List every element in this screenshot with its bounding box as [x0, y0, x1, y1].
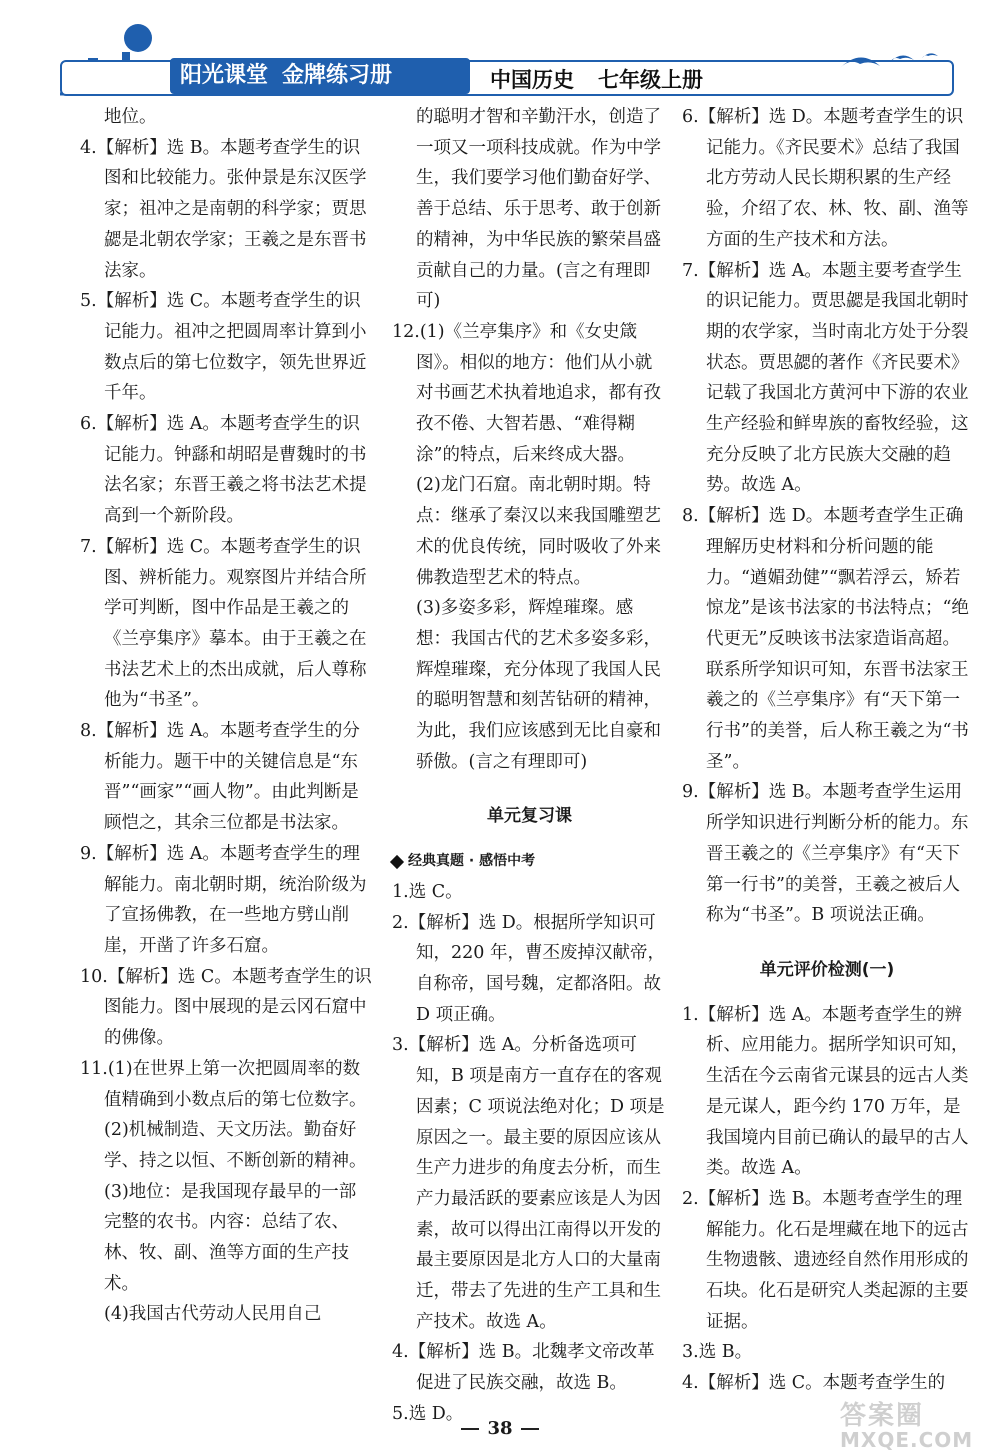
- answer-paragraph: 9.【解析】选 A。本题考查学生的理解能力。南北朝时期，统治阶级为了宣扬佛教，在一些地方劈山削崖，开凿了许多石窟。: [80, 843, 367, 956]
- dash-icon: [521, 1428, 539, 1430]
- answer-paragraph: 2.【解析】选 D。根据所学知识可知，220 年，曹丕废掉汉献帝，自称帝，国号魏，定都洛阳。故 D 项正确。: [392, 912, 665, 1025]
- answer-paragraph: 6.【解析】选 A。本题考查学生的识记能力。钟繇和胡昭是曹魏时的书法名家；东晋王羲之将书法艺术提高到一个新阶段。: [80, 414, 367, 527]
- subject-name: 中国历史: [490, 68, 574, 92]
- watermark-logo: [840, 1395, 990, 1451]
- section-heading: 单元复习课: [487, 806, 572, 827]
- answer-paragraph: 5.【解析】选 C。本题考查学生的识记能力。祖冲之把圆周率计算到小数点后的第七位数字，领先世界近千年。: [80, 291, 367, 404]
- answer-paragraph: 1.选 C。: [392, 881, 463, 902]
- answer-paragraph: 地位。: [104, 107, 157, 127]
- answer-paragraph: 10.【解析】选 C。本题考查学生的识图能力。图中展现的是云冈石窟中的佛像。: [80, 966, 372, 1049]
- brand-series: 阳光课堂: [180, 63, 269, 88]
- answer-paragraph: 8.【解析】选 A。本题考查学生的分析能力。题干中的关键信息是“东晋”“画家”“画人物”。由此判断是顾恺之，其余三位都是书法家。: [80, 721, 360, 834]
- section-heading: 单元评价检测(一): [759, 959, 895, 980]
- answer-paragraph: (4)我国古代劳动人民用自己: [104, 1304, 322, 1325]
- answer-paragraph: 4.【解析】选 B。本题考查学生的识图和比较能力。张仲景是东汉医学家；祖冲之是南朝的科学家；贾思勰是北朝农学家；王羲之是东晋书法家。: [80, 137, 367, 281]
- brand-book: 金牌练习册: [282, 63, 393, 88]
- answer-paragraph: 3.【解析】选 A。分析备选项可知，B 项是南方一直存在的客观因素；C 项说法绝对化；D 项是原因之一。最主要的原因应该从生产力进步的角度去分析，而生产力最活跃的要素应该是人为因素，故可以得出江南得以开发的最主要原因是北方人口的大量南迁，带去了先进的生产工具和生产技术。故选 A。: [392, 1035, 665, 1332]
- brand-title: [170, 58, 470, 94]
- answer-paragraph: (3)地位：是我国现存最早的一部完整的农书。内容：总结了农、林、牧、副、渔等方面的生产技术。: [104, 1181, 357, 1294]
- answer-paragraph: (2)机械制造、天文历法。勤奋好学、持之以恒、不断创新的精神。: [104, 1120, 367, 1171]
- section-subheading: [392, 846, 667, 877]
- answer-paragraph: 7.【解析】选 C。本题考查学生的识图、辨析能力。观察图片并结合所学可判断，图中作品是王羲之的《兰亭集序》摹本。由于王羲之在书法艺术上的杰出成就，后人尊称他为“书圣”。: [80, 536, 367, 711]
- dash-icon: [461, 1428, 479, 1430]
- answer-paragraph: 3.选 B。: [682, 1342, 753, 1363]
- page-number-text: 38: [487, 1418, 513, 1439]
- answer-paragraph: 6.【解析】选 D。本题考查学生的识记能力。《齐民要术》总结了我国北方劳动人民长期积累的生产经验，介绍了农、林、牧、副、渔等方面的生产技术和方法。: [682, 107, 969, 250]
- answer-paragraph: (3)多姿多彩，辉煌璀璨。感想：我国古代的艺术多姿多彩，辉煌璀璨，充分体现了我国人民的聪明智慧和刻苦钻研的精神，为此，我们应该感到无比自豪和骄傲。(言之有理即可): [416, 598, 661, 772]
- answer-paragraph: (2)龙门石窟。南北朝时期。特点：继承了秦汉以来我国雕塑艺术的优良传统，同时吸收了外来佛教造型艺术的特点。: [416, 475, 661, 588]
- answer-paragraph: 7.【解析】选 A。本题主要考查学生的识记能力。贾思勰是我国北朝时期的农学家，当时南北方处于分裂状态。贾思勰的著作《齐民要术》记载了我国北方黄河中下游的农业生产经验和鲜卑族的畜牧经验，这充分反映了北方民族大交融的趋势。故选 A。: [682, 260, 969, 496]
- answer-paragraph: 11.(1)在世界上第一次把圆周率的数值精确到小数点后的第七位数字。: [80, 1058, 367, 1110]
- column-right: [682, 102, 972, 1399]
- watermark-top-text: 答案圈: [840, 1401, 925, 1431]
- answer-paragraph: 的聪明才智和辛勤汗水，创造了一项又一项科技成就。作为中学生，我们要学习他们勤奋好学、善于总结、乐于思考、敢于创新的精神，为中华民族的繁荣昌盛贡献自己的力量。(言之有理即可): [416, 107, 661, 312]
- page-header: [60, 18, 960, 96]
- grade-name: 七年级上册: [598, 68, 703, 92]
- subject-title: [490, 64, 727, 94]
- subheading-text: 经典真题 · 感悟中考: [408, 853, 536, 870]
- answer-paragraph: 1.【解析】选 A。本题考查学生的辨析、应用能力。据所学知识可知，生活在今云南省元谋县的远古人类是元谋人，距今约 170 万年，是我国境内目前已确认的最早的古人类。故选 A。: [682, 1004, 969, 1179]
- answer-paragraph: 2.【解析】选 B。本题考查学生的理解能力。化石是埋藏在地下的远古生物遗骸、遗迹经自然作用形成的石块。化石是研究人类起源的主要证据。: [682, 1188, 969, 1332]
- answer-paragraph: 4.【解析】选 B。北魏孝文帝改革促进了民族交融，故选 B。: [392, 1342, 655, 1394]
- answer-paragraph: 4.【解析】选 C。本题考查学生的: [682, 1373, 946, 1394]
- column-left: [80, 102, 372, 1330]
- answer-paragraph: 9.【解析】选 B。本题考查学生运用所学知识进行判断分析的能力。东晋王羲之的《兰亭集序》有“天下第一行书”的美誉，王羲之被后人称为“书圣”。B 项说法正确。: [682, 782, 969, 926]
- birds-icon: [830, 38, 950, 88]
- watermark-bottom-text: MXQE.COM: [840, 1428, 974, 1452]
- answer-paragraph: 5.选 D。: [392, 1403, 464, 1424]
- answer-paragraph: 8.【解析】选 D。本题考查学生正确理解历史材料和分析问题的能力。“遒媚劲健”“飘若浮云，矫若惊龙”是该书法家的书法特点；“绝代更无”反映该书法家造诣高超。联系所学知识可知，东晋书法家王羲之的《兰亭集序》有“天下第一行书”的美誉，后人称王羲之为“书圣”。: [682, 506, 969, 772]
- column-middle: [392, 102, 667, 1430]
- diamond-bullet-icon: [390, 854, 404, 868]
- answer-paragraph: 12.(1)《兰亭集序》和《女史箴图》。相似的地方：他们从小就对书画艺术执着地追求，都有孜孜不倦、大智若愚、“难得糊涂”的特点，后来终成大器。: [392, 321, 661, 465]
